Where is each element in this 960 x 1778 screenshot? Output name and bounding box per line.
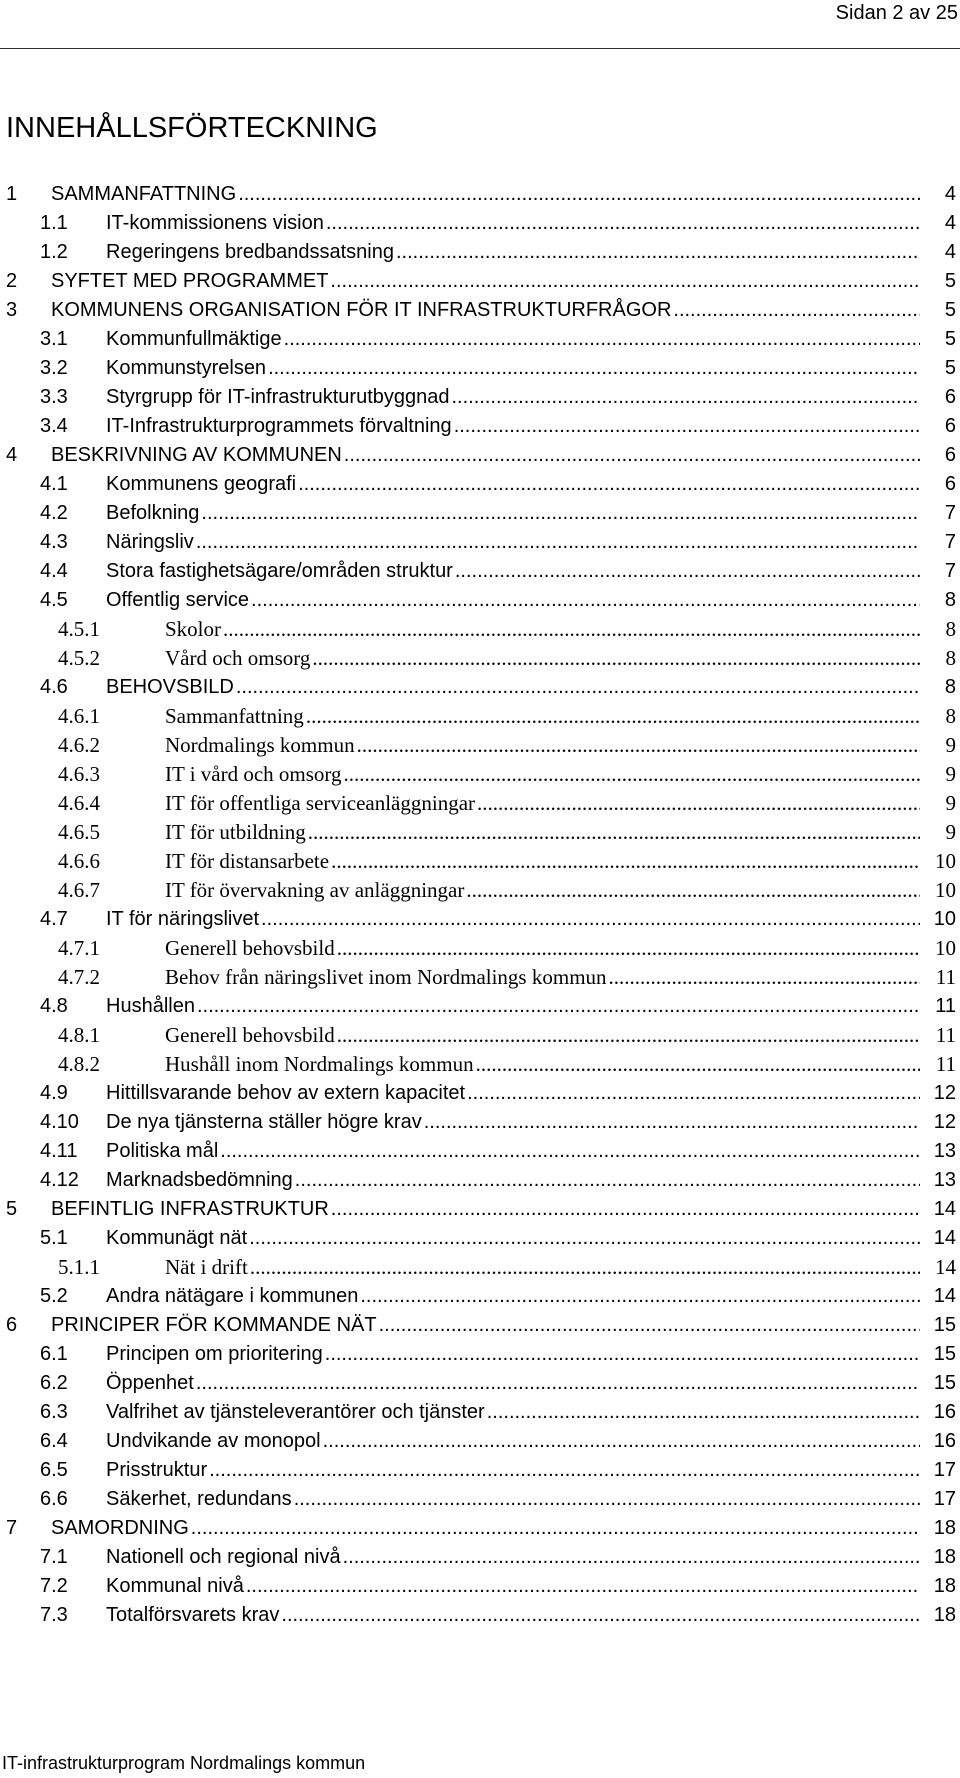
toc-entry[interactable] — [0, 470, 960, 499]
toc-entry[interactable] — [0, 1108, 960, 1137]
toc-dot-leader — [467, 1079, 920, 1108]
toc-entry-page: 15 — [933, 1314, 956, 1336]
toc-entry-title: IT för offentliga serviceanläggningar — [165, 791, 476, 815]
toc-entry-number: 6 — [6, 1314, 18, 1336]
toc-dot-leader — [236, 673, 920, 702]
toc-entry-number: 6.6 — [40, 1488, 68, 1510]
toc-entry-page: 11 — [935, 1023, 956, 1047]
toc-entry-number: 6.4 — [40, 1430, 68, 1452]
toc-dot-leader — [246, 1572, 920, 1601]
toc-entry-page: 14 — [935, 1255, 956, 1279]
toc-entry[interactable] — [0, 1050, 960, 1079]
toc-entry-title: IT-Infrastrukturprogrammets förvaltning — [106, 415, 452, 437]
toc-entry[interactable] — [0, 615, 960, 644]
toc-entry-title: Hushållen — [106, 995, 195, 1017]
toc-entry-page: 8 — [945, 617, 956, 641]
toc-entry-page: 10 — [935, 878, 956, 902]
toc-entry[interactable] — [0, 499, 960, 528]
toc-entry-number: 7.2 — [40, 1575, 68, 1597]
toc-entry[interactable] — [0, 1572, 960, 1601]
toc-entry[interactable] — [0, 296, 960, 325]
toc-entry-number: 6.2 — [40, 1372, 68, 1394]
toc-entry-page: 7 — [944, 502, 956, 524]
toc-dot-leader — [261, 905, 920, 934]
toc-entry-page: 4 — [944, 241, 956, 263]
toc-entry-page: 8 — [944, 676, 956, 698]
toc-entry-page: 5 — [944, 299, 956, 321]
toc-entry[interactable] — [0, 905, 960, 934]
toc-entry-page: 8 — [945, 704, 956, 728]
toc-entry-number: 4.6.5 — [58, 820, 100, 844]
toc-entry-title: Styrgrupp för IT-infrastrukturutbyggnad — [106, 386, 450, 408]
toc-dot-leader — [306, 702, 920, 731]
toc-entry-number: 4.7 — [40, 908, 68, 930]
toc-entry-title: Kommunägt nät — [106, 1227, 248, 1249]
toc-entry-title: IT i vård och omsorg — [165, 762, 342, 786]
toc-entry-title: Stora fastighetsägare/områden struktur — [106, 560, 453, 582]
toc-entry-title: Öppenhet — [106, 1372, 194, 1394]
toc-entry[interactable] — [0, 1311, 960, 1340]
toc-entry-page: 9 — [945, 820, 956, 844]
toc-dot-leader — [344, 441, 920, 470]
toc-dot-leader — [298, 470, 920, 499]
toc-dot-leader — [424, 1108, 920, 1137]
toc-entry-title: Kommunens geografi — [106, 473, 297, 495]
toc-entry-title: Prisstruktur — [106, 1459, 208, 1481]
toc-entry-number: 7 — [6, 1517, 18, 1539]
toc-entry-title: Skolor — [165, 617, 222, 641]
toc-entry-number: 6.5 — [40, 1459, 68, 1481]
toc-title: INNEHÅLLSFÖRTECKNING — [6, 112, 378, 144]
toc-dot-leader — [251, 586, 920, 615]
toc-entry[interactable] — [0, 586, 960, 615]
toc-dot-leader — [284, 325, 920, 354]
toc-entry-title: Marknadsbedömning — [106, 1169, 293, 1191]
toc-dot-leader — [476, 1050, 920, 1079]
toc-entry-title: Hushåll inom Nordmalings kommun — [165, 1052, 474, 1076]
toc-entry-page: 9 — [945, 733, 956, 757]
toc-entry-number: 4.6.4 — [58, 791, 100, 815]
toc-entry-number: 6.3 — [40, 1401, 68, 1423]
toc-entry-title: IT för näringslivet — [106, 908, 260, 930]
toc-entry-title: Totalförsvarets krav — [106, 1604, 280, 1626]
toc-entry-page: 11 — [935, 965, 956, 989]
page-header — [0, 0, 960, 49]
toc-entry-title: BEHOVSBILD — [106, 676, 234, 698]
toc-entry-number: 5.1.1 — [58, 1255, 100, 1279]
toc-entry-number: 4.6.7 — [58, 878, 100, 902]
toc-entry-number: 4.1 — [40, 473, 68, 495]
toc-entry-number: 6.1 — [40, 1343, 68, 1365]
toc-entry-title: Nationell och regional nivå — [106, 1546, 341, 1568]
toc-entry-number: 4.6.6 — [58, 849, 100, 873]
toc-entry-title: Befolkning — [106, 502, 200, 524]
toc-dot-leader — [197, 992, 920, 1021]
toc-entry[interactable] — [0, 1456, 960, 1485]
footer-text: IT-infrastrukturprogram Nordmalings kommun — [2, 1753, 366, 1773]
table-of-contents — [0, 180, 960, 1630]
toc-entry-page: 18 — [933, 1575, 956, 1597]
toc-dot-leader — [331, 1195, 920, 1224]
toc-entry[interactable] — [0, 731, 960, 760]
toc-dot-leader — [209, 1456, 920, 1485]
toc-dot-leader — [609, 963, 920, 992]
page-number: Sidan 2 av 25 — [835, 2, 958, 24]
toc-entry-number: 4.4 — [40, 560, 68, 582]
toc-entry[interactable] — [0, 209, 960, 238]
toc-dot-leader — [487, 1398, 920, 1427]
toc-entry-number: 5 — [6, 1198, 18, 1220]
toc-entry[interactable] — [0, 1485, 960, 1514]
toc-entry-number: 1.2 — [40, 241, 68, 263]
toc-entry-title: Undvikande av monopol — [106, 1430, 321, 1452]
toc-entry-page: 10 — [935, 849, 956, 873]
toc-entry[interactable] — [0, 847, 960, 876]
toc-entry-page: 18 — [933, 1546, 956, 1568]
toc-entry-number: 4.6.3 — [58, 762, 100, 786]
toc-entry-number: 5.2 — [40, 1285, 68, 1307]
toc-entry-number: 3 — [6, 299, 18, 321]
toc-dot-leader — [357, 731, 920, 760]
toc-entry-title: SYFTET MED PROGRAMMET — [51, 270, 329, 292]
toc-entry-title: Generell behovsbild — [165, 936, 335, 960]
toc-entry-page: 13 — [933, 1140, 956, 1162]
toc-entry-number: 4.5.2 — [58, 646, 100, 670]
toc-dot-leader — [191, 1514, 920, 1543]
toc-entry-page: 10 — [935, 936, 956, 960]
toc-entry[interactable] — [0, 441, 960, 470]
toc-entry-page: 16 — [933, 1430, 956, 1452]
toc-entry-number: 4.8 — [40, 995, 68, 1017]
toc-entry-number: 4.8.1 — [58, 1023, 100, 1047]
toc-entry-title: Hittillsvarande behov av extern kapacitet — [106, 1082, 466, 1104]
toc-entry[interactable] — [0, 528, 960, 557]
toc-entry-page: 15 — [933, 1372, 956, 1394]
toc-entry-title: IT för övervakning av anläggningar — [165, 878, 465, 902]
toc-entry-page: 14 — [933, 1285, 956, 1307]
toc-entry-title: Kommunal nivå — [106, 1575, 244, 1597]
toc-entry[interactable] — [0, 1253, 960, 1282]
toc-entry[interactable] — [0, 760, 960, 789]
toc-entry-title: Kommunstyrelsen — [106, 357, 267, 379]
toc-dot-leader — [343, 1543, 920, 1572]
toc-dot-leader — [396, 238, 920, 267]
toc-entry-title: Näringsliv — [106, 531, 194, 553]
toc-entry[interactable] — [0, 934, 960, 963]
toc-entry-title: Vård och omsorg — [165, 646, 311, 670]
toc-entry-title: PRINCIPER FÖR KOMMANDE NÄT — [51, 1314, 377, 1336]
toc-entry-page: 11 — [935, 1052, 956, 1076]
toc-entry-title: IT för distansarbete — [165, 849, 330, 873]
toc-entry-title: Valfrihet av tjänsteleverantörer och tjänster — [106, 1401, 485, 1423]
toc-dot-leader — [201, 499, 920, 528]
toc-entry-number: 4.5 — [40, 589, 68, 611]
toc-entry[interactable] — [0, 963, 960, 992]
toc-dot-leader — [360, 1282, 920, 1311]
toc-entry-page: 10 — [933, 908, 956, 930]
toc-entry-number: 3.2 — [40, 357, 68, 379]
toc-entry[interactable] — [0, 1398, 960, 1427]
toc-entry[interactable] — [0, 818, 960, 847]
toc-entry-title: SAMORDNING — [51, 1517, 189, 1539]
toc-entry-title: Nordmalings kommun — [165, 733, 355, 757]
toc-entry-number: 7.1 — [40, 1546, 68, 1568]
toc-dot-leader — [238, 180, 920, 209]
toc-dot-leader — [250, 1253, 920, 1282]
toc-dot-leader — [196, 528, 920, 557]
toc-entry-page: 6 — [944, 473, 956, 495]
toc-dot-leader — [337, 1021, 920, 1050]
toc-entry-page: 11 — [935, 995, 956, 1017]
toc-entry-page: 12 — [933, 1082, 956, 1104]
toc-entry[interactable] — [0, 383, 960, 412]
toc-entry-title: Behov från näringslivet inom Nordmalings kommun — [165, 965, 607, 989]
toc-entry-title: Andra nätägare i kommunen — [106, 1285, 359, 1307]
toc-entry-page: 15 — [933, 1343, 956, 1365]
toc-entry-page: 6 — [944, 386, 956, 408]
toc-entry-number: 4.9 — [40, 1082, 68, 1104]
toc-entry-title: KOMMUNENS ORGANISATION FÖR IT INFRASTRUKTURFRÅGOR — [51, 299, 672, 321]
toc-entry-title: Kommunfullmäktige — [106, 328, 282, 350]
toc-dot-leader — [477, 789, 920, 818]
toc-entry[interactable] — [0, 412, 960, 441]
toc-entry-number: 4 — [6, 444, 18, 466]
toc-entry-title: Säkerhet, redundans — [106, 1488, 292, 1510]
toc-entry-number: 2 — [6, 270, 18, 292]
toc-dot-leader — [281, 1601, 920, 1630]
toc-entry-title: De nya tjänsterna ställer högre krav — [106, 1111, 422, 1133]
toc-entry-page: 5 — [944, 357, 956, 379]
toc-dot-leader — [466, 876, 920, 905]
toc-dot-leader — [268, 354, 920, 383]
toc-entry-page: 5 — [944, 270, 956, 292]
toc-entry-number: 7.3 — [40, 1604, 68, 1626]
toc-dot-leader — [337, 934, 920, 963]
toc-dot-leader — [220, 1137, 920, 1166]
toc-entry-page: 16 — [933, 1401, 956, 1423]
toc-entry-title: Principen om prioritering — [106, 1343, 323, 1365]
toc-entry-page: 17 — [933, 1488, 956, 1510]
toc-entry[interactable] — [0, 876, 960, 905]
toc-entry[interactable] — [0, 1514, 960, 1543]
toc-entry-title: Nät i drift — [165, 1255, 248, 1279]
toc-entry-page: 4 — [944, 212, 956, 234]
toc-entry-title: Sammanfattning — [165, 704, 304, 728]
toc-entry[interactable] — [0, 1021, 960, 1050]
toc-entry[interactable] — [0, 1601, 960, 1630]
toc-entry-page: 7 — [944, 531, 956, 553]
toc-entry-number: 3.4 — [40, 415, 68, 437]
toc-dot-leader — [452, 383, 921, 412]
toc-entry-title: BESKRIVNING AV KOMMUNEN — [51, 444, 342, 466]
toc-entry-page: 7 — [944, 560, 956, 582]
toc-entry-page: 18 — [933, 1604, 956, 1626]
toc-dot-leader — [295, 1166, 920, 1195]
toc-entry[interactable] — [0, 180, 960, 209]
toc-entry-number: 1 — [6, 183, 18, 205]
toc-entry-number: 4.5.1 — [58, 617, 100, 641]
toc-entry-page: 6 — [944, 415, 956, 437]
toc-dot-leader — [379, 1311, 920, 1340]
toc-entry-page: 14 — [933, 1227, 956, 1249]
toc-entry-page: 8 — [944, 589, 956, 611]
toc-entry-number: 4.3 — [40, 531, 68, 553]
toc-entry-page: 9 — [945, 762, 956, 786]
toc-entry-title: Generell behovsbild — [165, 1023, 335, 1047]
toc-entry[interactable] — [0, 267, 960, 296]
toc-entry-number: 4.6.1 — [58, 704, 100, 728]
toc-entry-number: 4.12 — [40, 1169, 79, 1191]
toc-entry-page: 14 — [933, 1198, 956, 1220]
toc-entry-number: 4.7.2 — [58, 965, 100, 989]
toc-dot-leader — [454, 412, 920, 441]
toc-entry-page: 13 — [933, 1169, 956, 1191]
toc-entry-title: Regeringens bredbandssatsning — [106, 241, 394, 263]
toc-entry-number: 3.1 — [40, 328, 68, 350]
toc-dot-leader — [294, 1485, 920, 1514]
toc-entry[interactable] — [0, 992, 960, 1021]
toc-entry[interactable] — [0, 1224, 960, 1253]
toc-entry-title: Politiska mål — [106, 1140, 219, 1162]
toc-entry-number: 4.8.2 — [58, 1052, 100, 1076]
toc-entry-page: 9 — [945, 791, 956, 815]
toc-entry-page: 12 — [933, 1111, 956, 1133]
toc-entry[interactable] — [0, 354, 960, 383]
toc-entry-number: 4.2 — [40, 502, 68, 524]
toc-entry-title: SAMMANFATTNING — [51, 183, 237, 205]
toc-dot-leader — [249, 1224, 920, 1253]
toc-dot-leader — [331, 847, 920, 876]
toc-entry[interactable] — [0, 644, 960, 673]
toc-entry[interactable] — [0, 238, 960, 267]
toc-entry[interactable] — [0, 1427, 960, 1456]
toc-entry-number: 4.11 — [40, 1140, 78, 1162]
toc-entry[interactable] — [0, 1166, 960, 1195]
toc-dot-leader — [325, 1340, 920, 1369]
toc-entry[interactable] — [0, 1282, 960, 1311]
toc-dot-leader — [344, 760, 920, 789]
toc-dot-leader — [308, 818, 920, 847]
toc-entry[interactable] — [0, 1079, 960, 1108]
toc-entry-title: IT för utbildning — [165, 820, 306, 844]
toc-entry-page: 8 — [945, 646, 956, 670]
toc-entry-number: 3.3 — [40, 386, 68, 408]
toc-entry[interactable] — [0, 1195, 960, 1224]
toc-dot-leader — [312, 644, 920, 673]
toc-entry-title: IT-kommissionens vision — [106, 212, 324, 234]
toc-entry-title: Offentlig service — [106, 589, 250, 611]
toc-entry[interactable] — [0, 1543, 960, 1572]
toc-entry-page: 4 — [944, 183, 956, 205]
toc-entry-page: 18 — [933, 1517, 956, 1539]
toc-entry[interactable] — [0, 557, 960, 586]
toc-entry-number: 4.6 — [40, 676, 68, 698]
toc-entry-page: 17 — [933, 1459, 956, 1481]
toc-dot-leader — [673, 296, 920, 325]
toc-dot-leader — [455, 557, 920, 586]
toc-dot-leader — [330, 267, 920, 296]
toc-entry-number: 1.1 — [40, 212, 68, 234]
toc-entry[interactable] — [0, 673, 960, 702]
toc-entry[interactable] — [0, 325, 960, 354]
toc-entry[interactable] — [0, 702, 960, 731]
toc-entry[interactable] — [0, 789, 960, 818]
toc-entry[interactable] — [0, 1137, 960, 1166]
toc-entry-number: 5.1 — [40, 1227, 68, 1249]
toc-dot-leader — [326, 209, 920, 238]
toc-entry-page: 6 — [944, 444, 956, 466]
toc-entry[interactable] — [0, 1340, 960, 1369]
toc-entry-number: 4.6.2 — [58, 733, 100, 757]
toc-entry-number: 4.10 — [40, 1111, 79, 1133]
toc-dot-leader — [323, 1427, 920, 1456]
toc-entry-title: BEFINTLIG INFRASTRUKTUR — [51, 1198, 329, 1220]
toc-dot-leader — [223, 615, 920, 644]
toc-entry-page: 5 — [944, 328, 956, 350]
toc-entry[interactable] — [0, 1369, 960, 1398]
toc-dot-leader — [196, 1369, 920, 1398]
toc-entry-number: 4.7.1 — [58, 936, 100, 960]
